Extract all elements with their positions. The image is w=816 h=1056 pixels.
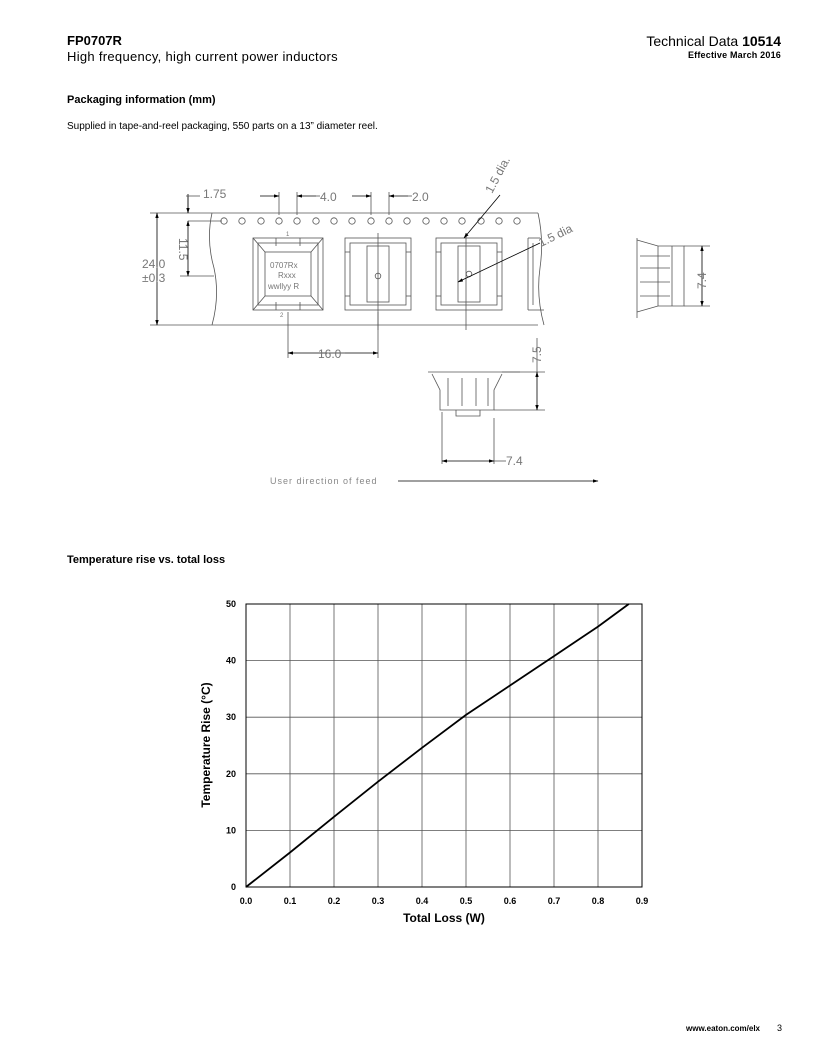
feed-direction-label: User direction of feed [270, 476, 378, 486]
packaging-description: Supplied in tape-and-reel packaging, 550 parts on a 13” diameter reel. [67, 121, 378, 132]
x-tick-label: 0.0 [239, 896, 253, 906]
page-number: 3 [776, 1023, 782, 1033]
part-number: FP0707R [67, 33, 122, 48]
sprocket-holes [221, 218, 520, 224]
y-tick-label: 50 [225, 599, 236, 609]
tape-break-right [538, 213, 544, 325]
x-tick-label: 0.9 [635, 896, 649, 906]
x-tick-label: 0.8 [591, 896, 605, 906]
dim-16-0: 16.0 [318, 347, 342, 361]
pin-1-label: 1 [286, 232, 290, 238]
footer-url[interactable]: www.eaton.com/elx [686, 1024, 760, 1033]
y-tick-label: 10 [225, 825, 236, 836]
chart-grid [246, 604, 642, 887]
effective-date: Effective March 2016 [687, 50, 781, 60]
bottom-view [428, 372, 545, 464]
dim-2-0: 2.0 [412, 190, 429, 204]
temp-chart-heading: Temperature rise vs. total loss [67, 554, 226, 566]
pocket-3 [436, 233, 502, 330]
pin-2-label: 2 [280, 313, 284, 319]
dim-7-5: 7.5 [530, 346, 544, 363]
y-tick-label: 20 [225, 768, 236, 779]
dim-1-75: 1.75 [203, 187, 227, 201]
x-tick-label: 0.1 [283, 896, 297, 906]
dim-7-4-side: 7.4 [695, 272, 709, 289]
dim-1-5-dia-b: 1.5 dia [536, 221, 575, 250]
dim-4-0: 4.0 [320, 190, 337, 204]
part-marking-line-3: wwllyy R [268, 282, 300, 291]
doc-label: Technical Data [646, 33, 739, 49]
plot-frame [246, 604, 642, 887]
temp-rise-chart [190, 590, 660, 935]
y-tick-label: 0 [230, 882, 236, 892]
dim-7-4-bottom: 7.4 [506, 454, 523, 468]
x-axis-label: Total Loss (W) [403, 911, 485, 925]
series-line-temperature-rise [246, 604, 629, 887]
x-tick-label: 0.5 [459, 896, 473, 906]
document-subtitle: High frequency, high current power inductors [67, 49, 338, 64]
y-tick-label: 40 [225, 655, 236, 666]
y-axis-label: Temperature Rise (°C) [199, 682, 213, 808]
x-tick-label: 0.3 [371, 896, 385, 906]
doc-number: 10514 [742, 33, 781, 49]
x-tick-label: 0.7 [547, 896, 561, 906]
part-marking-line-2: Rxxx [278, 271, 296, 280]
dim-11-5: 11.5 [176, 238, 190, 261]
x-tick-label: 0.4 [415, 896, 429, 906]
x-tick-label: 0.2 [327, 896, 341, 906]
dim-1-5-dia-a: 1.5 dia. [482, 154, 514, 196]
part-marking-line-1: 0707Rx [270, 261, 298, 270]
dim-tolerance: ±0.3 [142, 271, 166, 285]
tape-break-left [209, 213, 216, 325]
packaging-heading: Packaging information (mm) [67, 94, 216, 106]
y-tick-label: 30 [225, 712, 236, 723]
dim-24-0: 24.0 [142, 257, 166, 271]
x-tick-label: 0.6 [503, 896, 517, 906]
